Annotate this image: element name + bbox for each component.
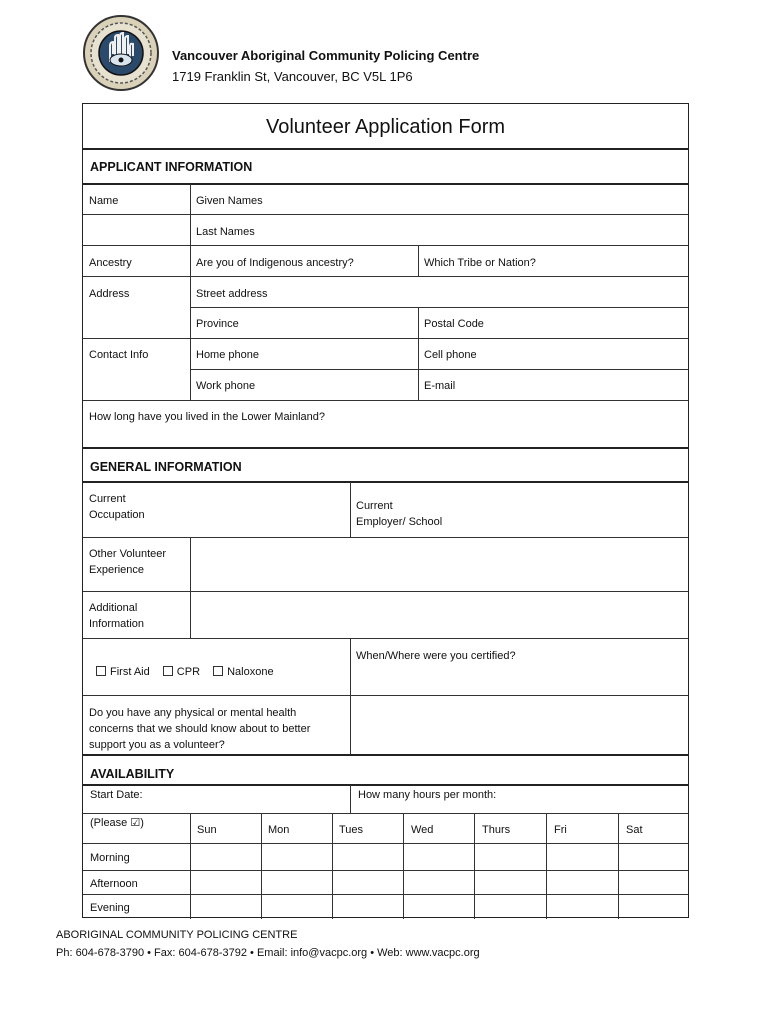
period-morning: Morning [90,852,130,864]
postal-code-field[interactable]: Postal Code [424,318,484,330]
hours-per-month-field[interactable]: How many hours per month: [358,789,497,801]
footer-org-name: ABORIGINAL COMMUNITY POLICING CENTRE [56,929,298,941]
section-heading-availability: AVAILABILITY [90,767,175,781]
health-concerns-label-line2: concerns that we should know about to better [89,723,311,735]
volunteer-experience-label-line2: Experience [89,564,145,576]
address-label: Address [89,288,130,300]
health-concerns-label-line3: support you as a volunteer? [89,739,225,751]
day-header-tues: Tues [339,824,364,836]
name-label: Name [89,195,119,207]
occupation-label: Current [89,493,126,505]
day-header-sat: Sat [626,824,643,836]
ancestry-label: Ancestry [89,257,132,269]
given-names-field[interactable]: Given Names [196,195,263,207]
last-names-field[interactable]: Last Names [196,226,255,238]
certification-checkboxes [96,664,274,680]
cell-phone-field[interactable]: Cell phone [424,349,477,361]
indigenous-ancestry-field[interactable]: Are you of Indigenous ancestry? [196,257,354,269]
naloxone-checkbox[interactable] [213,666,273,678]
additional-info-label-line2: Information [89,618,145,630]
occupation-label-line2: Occupation [89,509,145,521]
health-concerns-label: Do you have any physical or mental health [89,707,297,719]
contact-info-label: Contact Info [89,349,149,361]
period-evening: Evening [90,902,130,914]
section-heading-applicant: APPLICANT INFORMATION [90,160,253,174]
footer-contact-line: Ph: 604-678-3790 • Fax: 604-678-3792 • Email: info@vacpc.org • Web: www.vacpc.org [56,947,480,959]
checkbox-icon [163,666,173,676]
organization-address: 1719 Franklin St, Vancouver, BC V5L 1P6 [172,69,413,84]
province-field[interactable]: Province [196,318,239,330]
divider [83,183,688,185]
day-header-mon: Mon [268,824,290,836]
organization-name: Vancouver Aboriginal Community Policing Centre [172,48,480,63]
day-header-fri: Fri [554,824,567,836]
first-aid-checkbox[interactable] [96,666,150,678]
organization-logo [82,14,160,92]
employer-label: Current [356,500,393,512]
checkbox-icon [213,666,223,676]
first-aid-label: First Aid [110,666,150,678]
day-header-sun: Sun [197,824,217,836]
divider [83,148,688,150]
naloxone-label: Naloxone [227,666,274,678]
please-check-label: (Please ☑) [90,817,144,829]
checkbox-icon [96,666,106,676]
period-afternoon: Afternoon [90,878,138,890]
start-date-field[interactable]: Start Date: [90,789,143,801]
day-header-wed: Wed [411,824,434,836]
lower-mainland-field[interactable]: How long have you lived in the Lower Mainland? [89,411,326,423]
street-address-field[interactable]: Street address [196,288,268,300]
form-title: Volunteer Application Form [265,116,506,138]
section-heading-general: GENERAL INFORMATION [90,460,242,474]
cpr-label: CPR [176,666,201,678]
certified-when-field[interactable]: When/Where were you certified? [356,650,516,662]
additional-info-label: Additional [89,602,138,614]
email-field[interactable]: E-mail [424,380,456,392]
tribe-nation-field[interactable]: Which Tribe or Nation? [424,257,536,269]
day-header-thurs: Thurs [482,824,511,836]
volunteer-experience-label: Other Volunteer [89,548,167,560]
home-phone-field[interactable]: Home phone [196,349,259,361]
work-phone-field[interactable]: Work phone [196,380,256,392]
volunteer-application-form [82,103,689,918]
employer-label-line2: Employer/ School [356,516,443,528]
cpr-checkbox[interactable] [163,666,200,678]
